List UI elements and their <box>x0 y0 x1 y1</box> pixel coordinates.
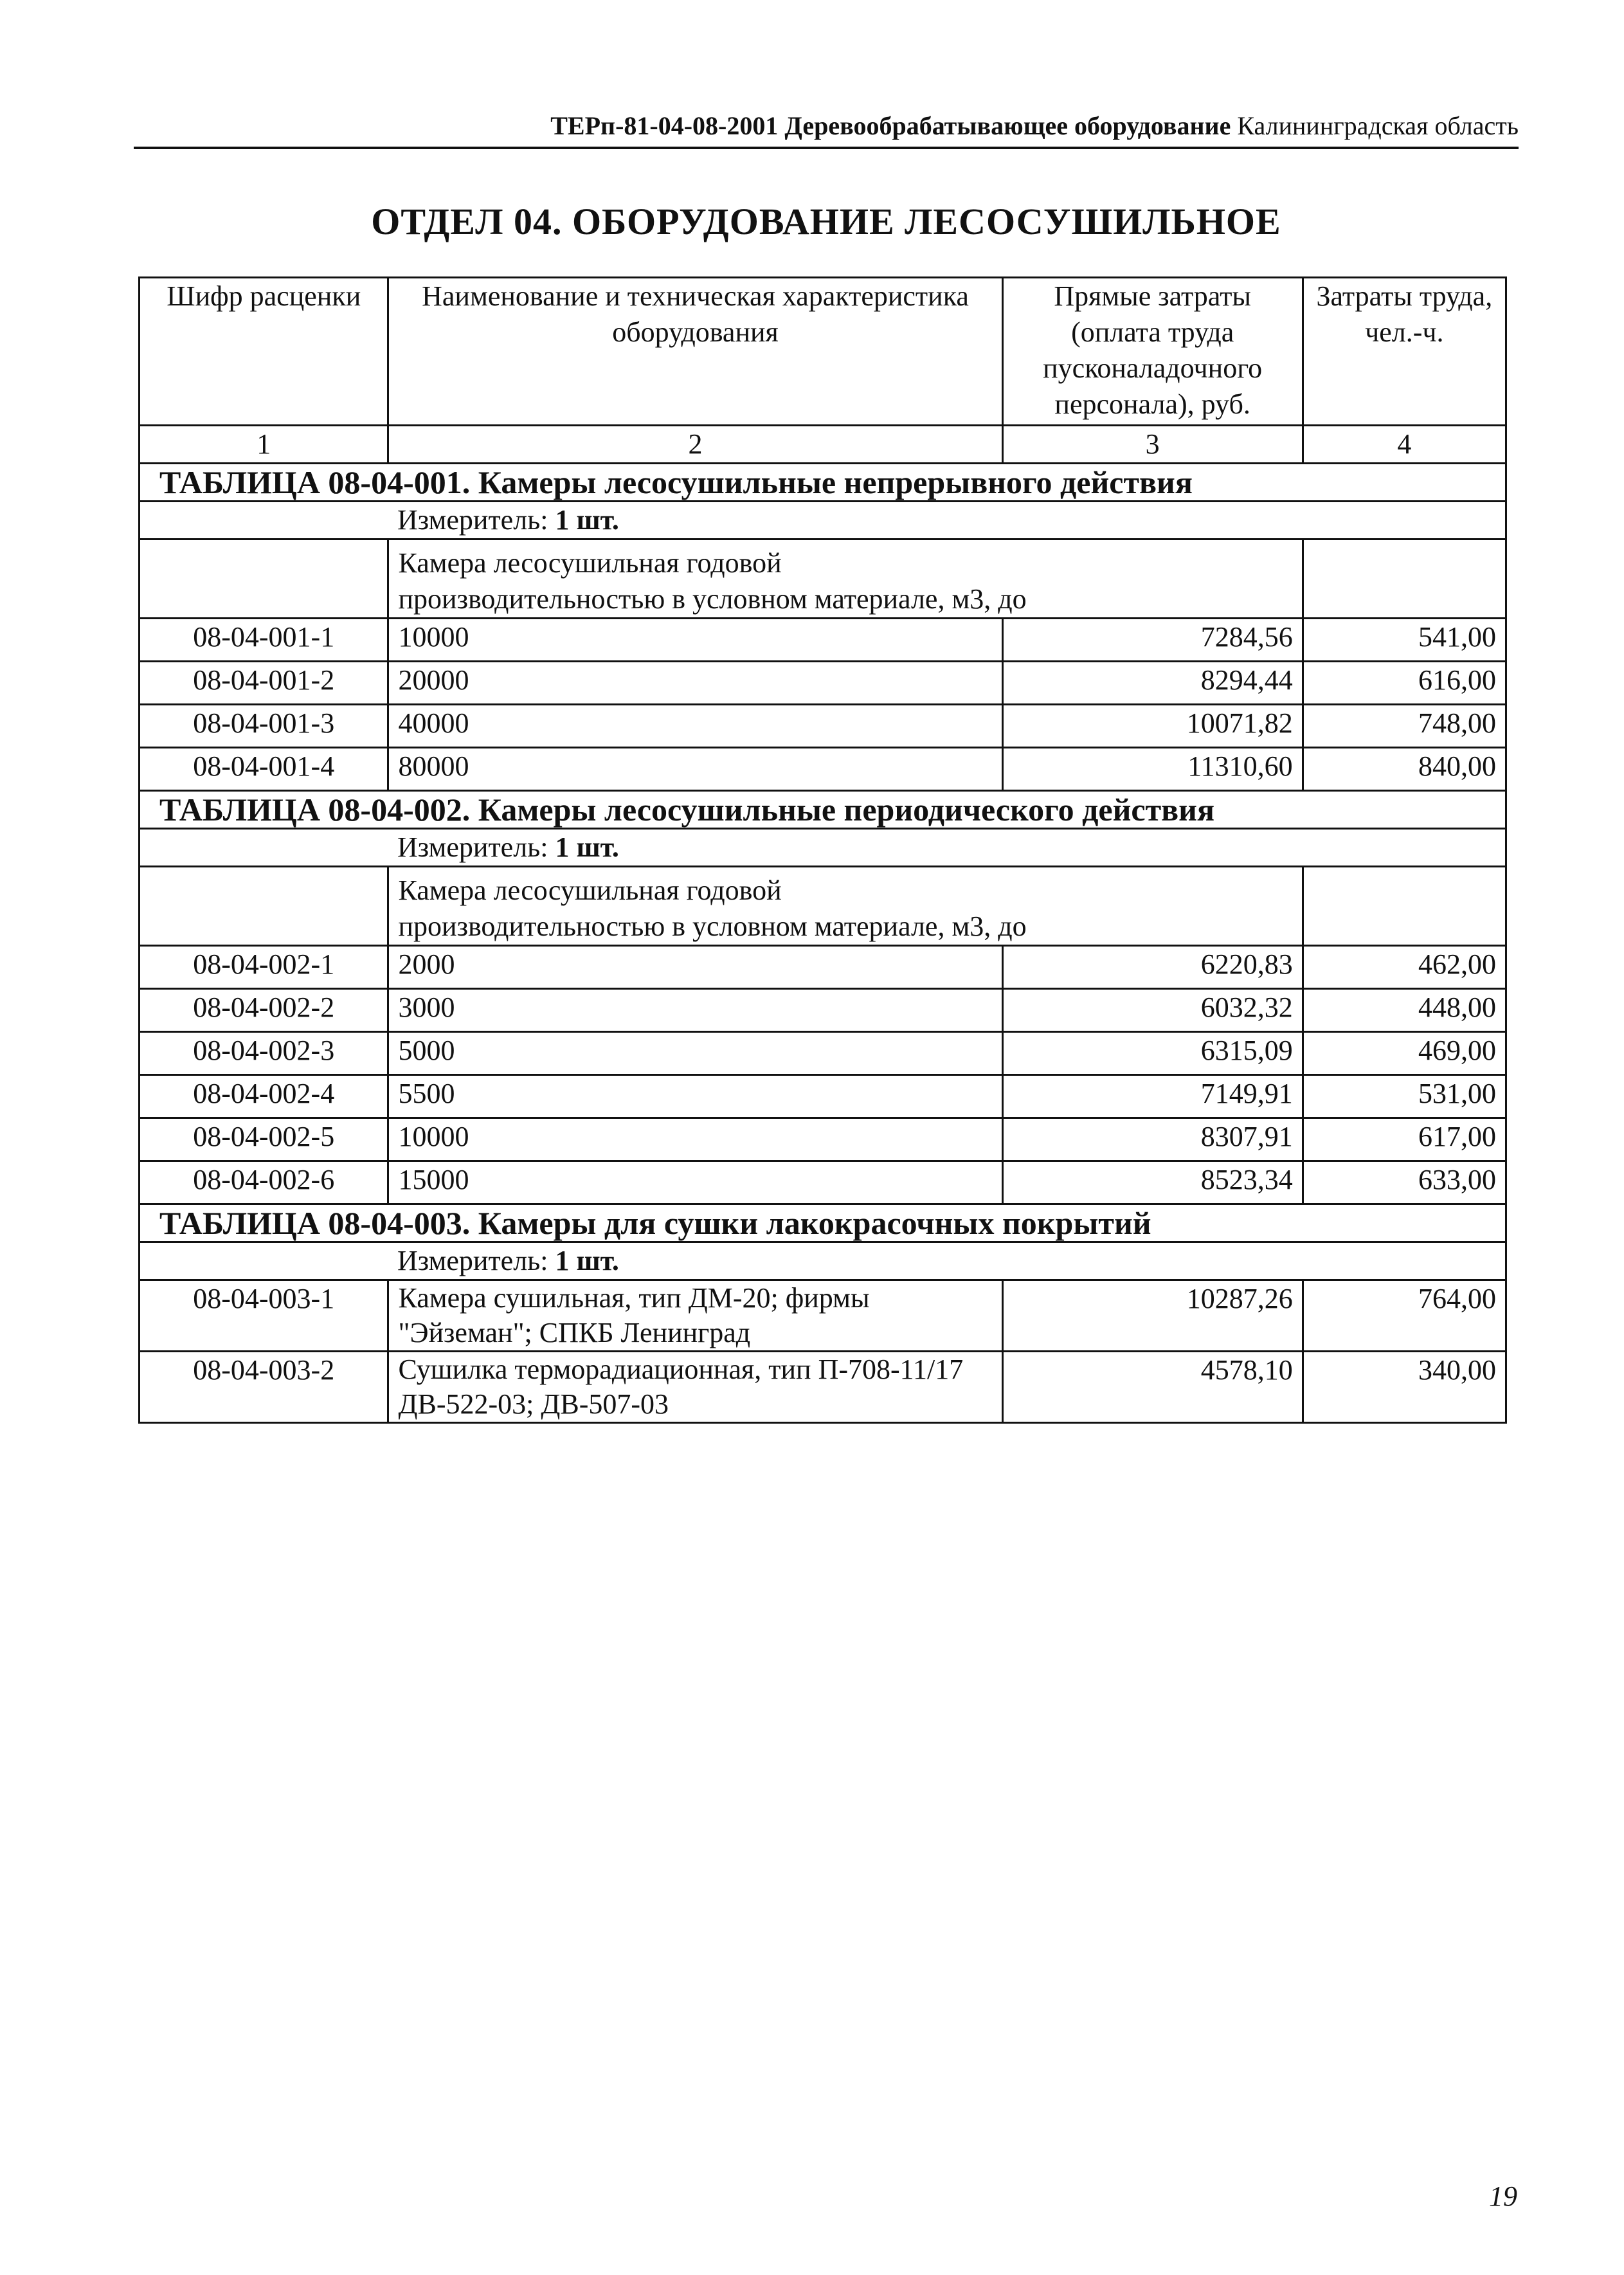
table-section-title: ТАБЛИЦА 08-04-002. Камеры лесосушильные периодического действия <box>140 791 1506 829</box>
rate-cost: 6315,09 <box>1002 1032 1303 1075</box>
page-number: 19 <box>1489 2180 1517 2212</box>
rate-labor: 531,00 <box>1303 1075 1506 1118</box>
description-text: Камера лесосушильная годовой производительностью в условном материале, м3, до <box>388 539 1303 619</box>
measure-row <box>140 502 1506 539</box>
table-row <box>140 1118 1506 1161</box>
rate-code: 08-04-003-1 <box>140 1280 388 1352</box>
rate-code: 08-04-002-5 <box>140 1118 388 1161</box>
rate-name: Сушилка терморадиационная, тип П-708-11/17 ДВ-522-03; ДВ-507-03 <box>388 1352 1002 1423</box>
column-number: 4 <box>1303 426 1506 464</box>
rate-labor: 840,00 <box>1303 748 1506 791</box>
doc-code: ТЕРп-81-04-08-2001 <box>550 111 779 140</box>
rate-labor: 764,00 <box>1303 1280 1506 1352</box>
column-number: 1 <box>140 426 388 464</box>
table-row <box>140 1075 1506 1118</box>
table-row <box>140 946 1506 989</box>
rate-code: 08-04-001-2 <box>140 662 388 705</box>
table-row <box>140 1280 1506 1352</box>
column-header-code: Шифр расценки <box>140 278 388 426</box>
rate-cost: 11310,60 <box>1002 748 1303 791</box>
rate-name: 80000 <box>388 748 1002 791</box>
running-header <box>134 109 1519 149</box>
rate-name: 40000 <box>388 705 1002 748</box>
column-number: 2 <box>388 426 1002 464</box>
measure-value: 1 шт. <box>555 504 619 536</box>
rate-labor: 541,00 <box>1303 619 1506 662</box>
rate-code: 08-04-002-3 <box>140 1032 388 1075</box>
rate-code: 08-04-001-1 <box>140 619 388 662</box>
column-number-row <box>140 426 1506 464</box>
measure-value: 1 шт. <box>555 1245 619 1276</box>
rate-name: 20000 <box>388 662 1002 705</box>
measure-label: Измеритель: <box>397 504 548 536</box>
region: Калининградская область <box>1237 111 1519 140</box>
table-section-header <box>140 464 1506 502</box>
rate-name: 5500 <box>388 1075 1002 1118</box>
page-title: ОТДЕЛ 04. ОБОРУДОВАНИЕ ЛЕСОСУШИЛЬНОЕ <box>371 201 1281 242</box>
table-row <box>140 1352 1506 1423</box>
table-row <box>140 705 1506 748</box>
rate-code: 08-04-002-4 <box>140 1075 388 1118</box>
rate-name: 2000 <box>388 946 1002 989</box>
rate-labor: 617,00 <box>1303 1118 1506 1161</box>
rate-name: Камера сушильная, тип ДМ-20; фирмы "Эйземан"; СПКБ Ленинград <box>388 1280 1002 1352</box>
column-header-row <box>140 278 1506 426</box>
rate-cost: 10287,26 <box>1002 1280 1303 1352</box>
rate-cost: 6032,32 <box>1002 989 1303 1032</box>
rate-name: 10000 <box>388 619 1002 662</box>
rate-name: 5000 <box>388 1032 1002 1075</box>
rate-code: 08-04-001-4 <box>140 748 388 791</box>
rate-code: 08-04-002-2 <box>140 989 388 1032</box>
description-row <box>140 539 1506 619</box>
doc-subject: Деревообрабатывающее оборудование <box>784 111 1231 140</box>
description-row <box>140 867 1506 946</box>
table-row <box>140 619 1506 662</box>
rate-cost: 8523,34 <box>1002 1161 1303 1204</box>
rate-code: 08-04-001-3 <box>140 705 388 748</box>
rate-cost: 7149,91 <box>1002 1075 1303 1118</box>
rate-cost: 8294,44 <box>1002 662 1303 705</box>
measure-label: Измеритель: <box>397 1245 548 1276</box>
rate-cost: 4578,10 <box>1002 1352 1303 1423</box>
rate-code: 08-04-002-6 <box>140 1161 388 1204</box>
rates-table <box>138 276 1507 1424</box>
rate-code: 08-04-002-1 <box>140 946 388 989</box>
rate-cost: 7284,56 <box>1002 619 1303 662</box>
table-section-title: ТАБЛИЦА 08-04-003. Камеры для сушки лакокрасочных покрытий <box>140 1204 1506 1242</box>
rate-labor: 469,00 <box>1303 1032 1506 1075</box>
measure-row <box>140 1242 1506 1280</box>
measure-row <box>140 829 1506 867</box>
rate-labor: 616,00 <box>1303 662 1506 705</box>
table-row <box>140 1161 1506 1204</box>
rate-labor: 462,00 <box>1303 946 1506 989</box>
rate-cost: 6220,83 <box>1002 946 1303 989</box>
column-header-name: Наименование и техническая характеристика оборудования <box>388 278 1002 426</box>
measure-cell <box>140 502 1506 539</box>
column-header-labor: Затраты труда, чел.-ч. <box>1303 278 1506 426</box>
measure-cell <box>140 1242 1506 1280</box>
table-row <box>140 662 1506 705</box>
table-section-header <box>140 791 1506 829</box>
rate-labor: 748,00 <box>1303 705 1506 748</box>
column-header-cost: Прямые затраты (оплата труда пусконаладочного персонала), руб. <box>1002 278 1303 426</box>
rate-name: 10000 <box>388 1118 1002 1161</box>
column-number: 3 <box>1002 426 1303 464</box>
table-section-header <box>140 1204 1506 1242</box>
table-section-title: ТАБЛИЦА 08-04-001. Камеры лесосушильные непрерывного действия <box>140 464 1506 502</box>
measure-value: 1 шт. <box>555 831 619 863</box>
measure-label: Измеритель: <box>397 831 548 863</box>
measure-cell <box>140 829 1506 867</box>
table-row <box>140 989 1506 1032</box>
rate-name: 15000 <box>388 1161 1002 1204</box>
rate-labor: 340,00 <box>1303 1352 1506 1423</box>
description-text: Камера лесосушильная годовой производительностью в условном материале, м3, до <box>388 867 1303 946</box>
rate-labor: 448,00 <box>1303 989 1506 1032</box>
rate-cost: 8307,91 <box>1002 1118 1303 1161</box>
rate-name: 3000 <box>388 989 1002 1032</box>
table-row <box>140 1032 1506 1075</box>
rate-labor: 633,00 <box>1303 1161 1506 1204</box>
table-row <box>140 748 1506 791</box>
rate-cost: 10071,82 <box>1002 705 1303 748</box>
rate-code: 08-04-003-2 <box>140 1352 388 1423</box>
